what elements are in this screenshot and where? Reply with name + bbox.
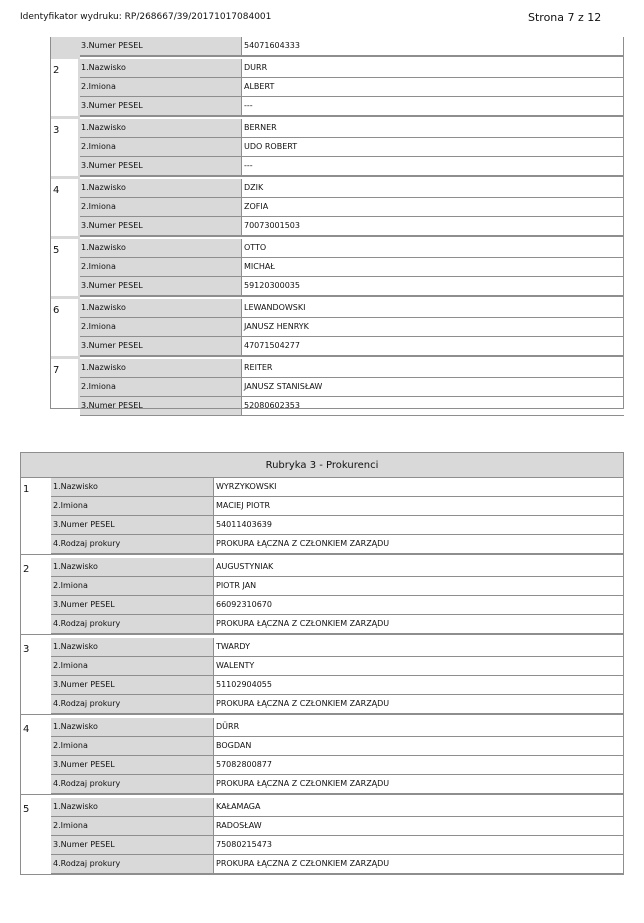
entry-group <box>21 718 623 794</box>
entry-group <box>21 638 623 714</box>
field-label: 2.Imiona <box>51 737 214 755</box>
entry-group <box>50 119 624 176</box>
table-row <box>51 676 623 695</box>
entry-group <box>50 299 624 356</box>
table-row <box>51 478 623 497</box>
entry-number: 7 <box>53 365 60 376</box>
entry-number-cell <box>50 239 78 296</box>
section-title: Rubryka 3 - Prokurenci <box>21 453 623 478</box>
field-value: JANUSZ HENRYK <box>242 318 624 336</box>
field-label: 3.Numer PESEL <box>80 397 242 415</box>
table-row <box>51 615 623 634</box>
field-label: 1.Nazwisko <box>51 638 214 656</box>
field-label: 1.Nazwisko <box>80 119 242 137</box>
table-row <box>51 638 623 657</box>
field-value: PROKURA ŁĄCZNA Z CZŁONKIEM ZARZĄDU <box>216 619 390 628</box>
table-row <box>51 775 623 794</box>
table-row <box>51 817 623 836</box>
table-row <box>80 198 624 217</box>
field-label: 2.Imiona <box>80 378 242 396</box>
table-row <box>51 657 623 676</box>
field-label: 3.Numer PESEL <box>80 97 242 115</box>
entry-number: 4 <box>53 185 60 196</box>
field-value: PROKURA ŁĄCZNA Z CZŁONKIEM ZARZĄDU <box>216 859 390 868</box>
entry-number-cell <box>21 478 50 554</box>
field-value: BOGDAN <box>216 741 252 750</box>
field-label: 1.Nazwisko <box>80 59 242 77</box>
field-value: PROKURA ŁĄCZNA Z CZŁONKIEM ZARZĄDU <box>216 779 390 788</box>
field-value: KAŁAMAGA <box>216 802 261 811</box>
field-value: 75080215473 <box>216 840 272 849</box>
field-value: 70073001503 <box>242 217 624 235</box>
field-value: 52080602353 <box>242 397 624 415</box>
field-value: MICHAŁ <box>242 258 624 276</box>
field-label: 2.Imiona <box>51 497 214 515</box>
entry-number: 4 <box>23 724 30 735</box>
table-row <box>80 318 624 337</box>
field-label: 4.Rodzaj prokury <box>51 775 214 793</box>
field-label: 2.Imiona <box>80 258 242 276</box>
entry-group <box>21 798 623 874</box>
field-value: OTTO <box>242 239 624 257</box>
entry-number: 5 <box>23 804 30 815</box>
field-label: 1.Nazwisko <box>80 299 242 317</box>
field-label: 1.Nazwisko <box>51 718 214 736</box>
continuation-table <box>50 37 624 416</box>
field-label: 2.Imiona <box>80 318 242 336</box>
table-row <box>80 37 624 56</box>
field-label: 3.Numer PESEL <box>80 277 242 295</box>
table-row <box>80 378 624 397</box>
field-label: 4.Rodzaj prokury <box>51 695 214 713</box>
table-row <box>51 535 623 554</box>
field-value: PROKURA ŁĄCZNA Z CZŁONKIEM ZARZĄDU <box>216 539 390 548</box>
field-value: 54011403639 <box>216 520 272 529</box>
table-row <box>80 119 624 138</box>
continuation-groups <box>50 56 624 416</box>
field-value: PIOTR JAN <box>216 581 257 590</box>
field-value: ZOFIA <box>242 198 624 216</box>
field-label: 3.Numer PESEL <box>51 756 214 774</box>
entry-number-cell <box>21 638 50 714</box>
table-row <box>80 277 624 296</box>
entry-number-cell <box>50 119 78 176</box>
entry-number-cell <box>21 558 50 634</box>
field-value: 54071604333 <box>242 37 624 55</box>
field-value: LEWANDOWSKI <box>242 299 624 317</box>
entry-number: 5 <box>53 245 60 256</box>
table-row <box>80 299 624 318</box>
entry-number: 2 <box>53 65 60 76</box>
entry-number: 3 <box>53 125 60 136</box>
table-row <box>51 798 623 817</box>
field-value: MACIEJ PIOTR <box>216 501 271 510</box>
field-value: ALBERT <box>242 78 624 96</box>
field-label: 3.Numer PESEL <box>51 836 214 854</box>
entry-number: 3 <box>23 644 30 655</box>
table-row <box>80 78 624 97</box>
entry-group <box>21 478 623 554</box>
prokurenci-groups <box>21 478 623 874</box>
field-value: WYRZYKOWSKI <box>216 482 277 491</box>
field-value: DÜRR <box>216 722 240 731</box>
field-value: 51102904055 <box>216 680 272 689</box>
table-row <box>80 179 624 198</box>
table-row <box>51 497 623 516</box>
field-label: 2.Imiona <box>80 198 242 216</box>
table-row <box>80 359 624 378</box>
entry-number-cell <box>21 798 50 874</box>
table-row <box>51 577 623 596</box>
field-value: RADOSŁAW <box>216 821 262 830</box>
entry-group <box>50 359 624 416</box>
field-label: 3.Numer PESEL <box>80 337 242 355</box>
table-row <box>51 558 623 577</box>
field-value: 57082800877 <box>216 760 272 769</box>
field-label: 1.Nazwisko <box>80 179 242 197</box>
field-value: 47071504277 <box>242 337 624 355</box>
page-number: Strona 7 z 12 <box>528 11 602 24</box>
table-row <box>80 337 624 356</box>
table-row <box>51 516 623 535</box>
field-label: 1.Nazwisko <box>80 359 242 377</box>
rubryka-3-table <box>20 452 624 875</box>
field-label: 4.Rodzaj prokury <box>51 535 214 553</box>
table-row <box>51 718 623 737</box>
table-row <box>80 258 624 277</box>
table-row <box>80 397 624 416</box>
field-label: 2.Imiona <box>51 817 214 835</box>
entry-number-cell <box>21 718 50 794</box>
entry-group <box>50 59 624 116</box>
field-value: 66092310670 <box>216 600 272 609</box>
field-value: DZIK <box>242 179 624 197</box>
entry-group <box>50 179 624 236</box>
field-label: 3.Numer PESEL <box>51 596 214 614</box>
entry-number-cell <box>50 59 78 116</box>
entry-number: 2 <box>23 564 30 575</box>
field-value: WALENTY <box>216 661 255 670</box>
field-label: 1.Nazwisko <box>51 558 214 576</box>
field-value: REITER <box>242 359 624 377</box>
entry-number: 6 <box>53 305 60 316</box>
field-label: 4.Rodzaj prokury <box>51 855 214 873</box>
field-label: 3.Numer PESEL <box>80 37 242 55</box>
entry-number: 1 <box>23 484 30 495</box>
field-label: 3.Numer PESEL <box>80 217 242 235</box>
field-label: 2.Imiona <box>51 577 214 595</box>
field-label: 1.Nazwisko <box>51 478 214 496</box>
entry-group <box>50 239 624 296</box>
table-row <box>80 138 624 157</box>
table-row <box>51 737 623 756</box>
field-value: PROKURA ŁĄCZNA Z CZŁONKIEM ZARZĄDU <box>216 699 390 708</box>
table-row <box>80 157 624 176</box>
field-label: 4.Rodzaj prokury <box>51 615 214 633</box>
field-value: AUGUSTYNIAK <box>216 562 274 571</box>
field-value: JANUSZ STANISŁAW <box>242 378 624 396</box>
entry-group <box>21 558 623 634</box>
field-label: 1.Nazwisko <box>51 798 214 816</box>
table-row <box>51 596 623 615</box>
field-label: 3.Numer PESEL <box>51 516 214 534</box>
table-row <box>51 695 623 714</box>
field-value: DURR <box>242 59 624 77</box>
field-value: 59120300035 <box>242 277 624 295</box>
field-label: 2.Imiona <box>51 657 214 675</box>
entry-number-cell <box>50 179 78 236</box>
field-label: 3.Numer PESEL <box>51 676 214 694</box>
table-row <box>80 239 624 258</box>
table-row <box>80 59 624 78</box>
field-label: 2.Imiona <box>80 78 242 96</box>
entry-number-cell <box>50 299 78 356</box>
field-label: 3.Numer PESEL <box>80 157 242 175</box>
table-row <box>51 855 623 874</box>
field-value: BERNER <box>242 119 624 137</box>
field-value: UDO ROBERT <box>242 138 624 156</box>
table-row <box>51 756 623 775</box>
table-row <box>51 836 623 855</box>
entry-number-cell <box>50 359 78 416</box>
field-value: TWARDY <box>216 642 250 651</box>
table-row <box>80 217 624 236</box>
field-label: 2.Imiona <box>80 138 242 156</box>
table-row <box>80 97 624 116</box>
field-label: 1.Nazwisko <box>80 239 242 257</box>
print-identifier: Identyfikator wydruku: RP/268667/39/20171017084001 <box>20 12 272 22</box>
field-value: --- <box>242 157 624 175</box>
field-value: --- <box>242 97 624 115</box>
